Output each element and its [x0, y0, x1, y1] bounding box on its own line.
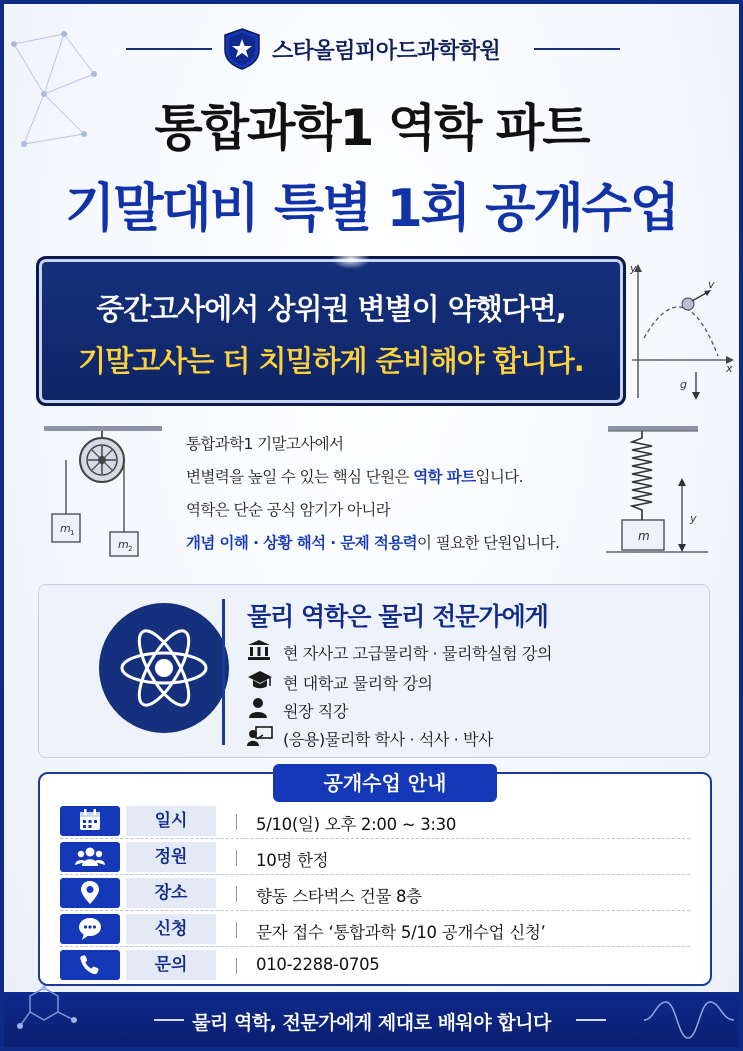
expert-item-text: 현 대학교 물리학 강의: [283, 674, 433, 693]
people-icon: [60, 842, 120, 872]
info-row-label: 신청: [126, 914, 216, 944]
atom-icon: [99, 603, 229, 733]
info-row-contact: [60, 950, 690, 982]
footer-band: [4, 992, 739, 1047]
projectile-diagram: [622, 258, 739, 408]
intro-highlight-skills: 개념 이해 · 상황 해석 · 문제 적용력: [186, 534, 418, 552]
info-section: [38, 772, 712, 986]
info-row-label: 문의: [126, 950, 216, 980]
info-row-value: 10명 한정: [256, 851, 329, 870]
header-line-left: [126, 48, 212, 50]
pulley-mass-2-sub: 2: [128, 545, 133, 553]
info-title: 공개수업 안내: [273, 764, 497, 802]
expert-item-text: 현 자사고 고급물리학 · 물리학실험 강의: [283, 644, 553, 663]
info-row-label: 정원: [126, 842, 216, 872]
info-row-datetime: [60, 806, 690, 839]
info-row-separator: [236, 886, 237, 902]
intro-line-3: 역학은 단순 공식 암기가 아니라: [186, 501, 391, 519]
intro-line-2: [186, 461, 606, 494]
footer-text: 물리 역학, 전문가에게 제대로 배워야 합니다: [192, 1012, 551, 1034]
projectile-x-label: x: [726, 362, 733, 375]
expert-title: 물리 역학은 물리 전문가에게: [247, 602, 548, 631]
banner-glow: [331, 249, 371, 269]
info-row-separator: [236, 958, 237, 974]
expert-divider: [222, 599, 225, 745]
info-row-label: 장소: [126, 878, 216, 908]
projectile-v-label: v: [708, 278, 715, 291]
academy-name: 스타올림피아드과학학원: [272, 39, 501, 64]
header: [4, 26, 739, 70]
info-row-capacity: [60, 842, 690, 875]
info-row-value: 010-2288-0705: [256, 955, 380, 974]
info-row-separator: [236, 814, 237, 830]
pulley-mass-2-label: m: [118, 538, 129, 551]
spring-diagram: [602, 424, 717, 564]
poster: [4, 4, 739, 1047]
intro-line-1: 통합과학1 기말고사에서: [186, 435, 344, 453]
spring-mass-label: m: [638, 529, 650, 543]
title-line-1: 통합과학1 역학 파트: [154, 99, 589, 157]
info-row-icon-box: [60, 842, 120, 872]
intro-text: [186, 428, 606, 560]
projectile-y-label: y: [630, 262, 637, 275]
spring-y-label: y: [690, 512, 697, 525]
intro-line-2-post: 입니다.: [475, 468, 523, 486]
expert-section: [38, 584, 710, 758]
info-row-value: 문자 접수 ‘통합과학 5/10 공개수업 신청’: [256, 923, 546, 942]
intro-line-4: [186, 527, 606, 560]
calendar-icon: [60, 806, 120, 836]
title-line-2: 기말대비 특별 1회 공개수업: [64, 179, 679, 239]
shield-logo-icon: [222, 28, 262, 70]
info-row-location: [60, 878, 690, 911]
expert-item-text: (응용)물리학 학사 · 석사 · 박사: [283, 730, 494, 749]
atom-badge: [99, 603, 229, 733]
location-pin-icon: [60, 878, 120, 908]
person-icon: [247, 697, 269, 719]
pulley-mass-1-sub: 1: [70, 529, 75, 537]
banner: [36, 256, 626, 406]
intro-highlight-mechanics: 역학 파트: [413, 468, 476, 486]
pulley-mass-1-label: m: [60, 522, 71, 535]
expert-item-text: 원장 직강: [283, 702, 348, 721]
info-row-application: [60, 914, 690, 947]
projectile-g-label: g: [680, 378, 687, 391]
intro-line-2-pre: 변별력을 높일 수 있는 핵심 단원은: [186, 468, 414, 486]
info-row-separator: [236, 850, 237, 866]
teacher-icon: [247, 725, 273, 747]
info-row-value: 향동 스타벅스 건물 8층: [256, 887, 422, 906]
graduation-cap-icon: [247, 669, 273, 691]
info-row-label: 일시: [126, 806, 216, 836]
info-row-separator: [236, 922, 237, 938]
info-row-value: 5/10(일) 오후 2:00 ~ 3:30: [256, 815, 457, 834]
intro-line-4-post: 이 필요한 단원입니다.: [417, 534, 560, 552]
chat-bubble-icon: [60, 914, 120, 944]
pulley-diagram: [40, 422, 180, 562]
banner-line-2: 기말고사는 더 치밀하게 준비해야 합니다.: [78, 344, 584, 378]
info-row-icon-box: [60, 914, 120, 944]
header-line-right: [534, 48, 620, 50]
info-row-icon-box: [60, 806, 120, 836]
info-row-icon-box: [60, 878, 120, 908]
institution-icon: [247, 639, 271, 661]
banner-line-1: 중간고사에서 상위권 변별이 약했다면,: [96, 292, 566, 326]
